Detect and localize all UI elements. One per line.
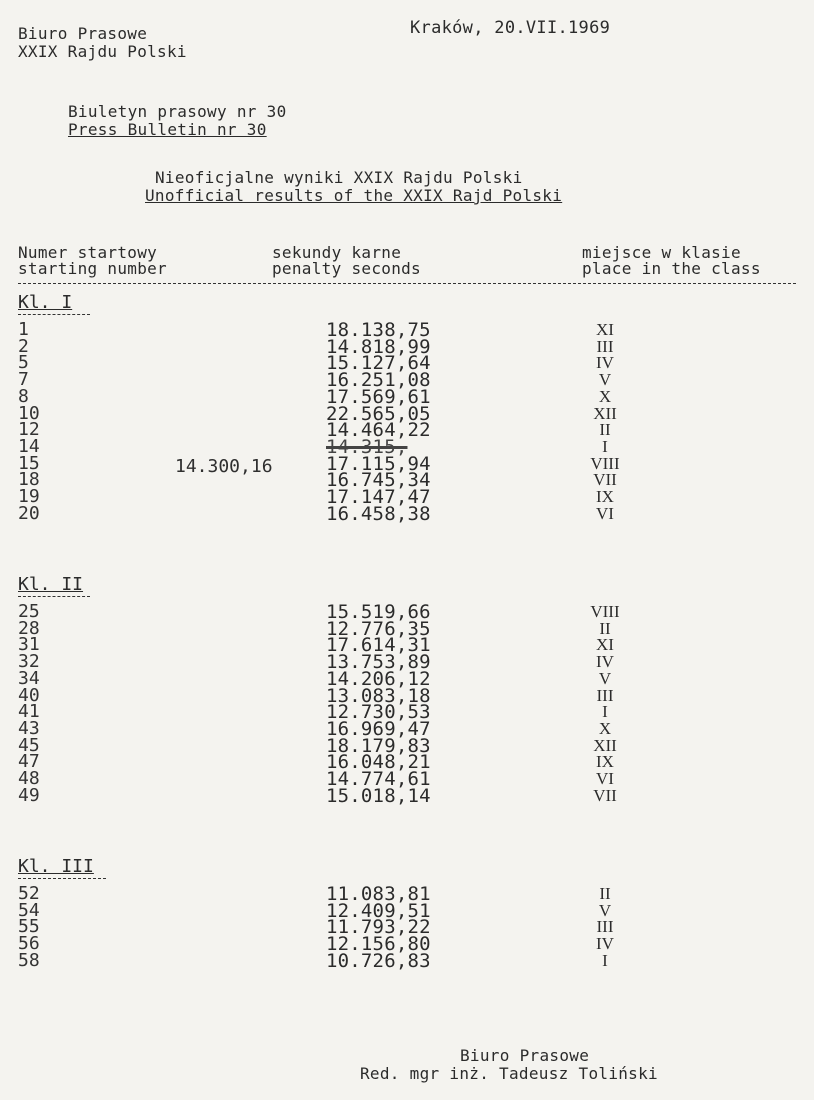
class-underline xyxy=(18,878,106,879)
row-class-place: II xyxy=(599,618,611,638)
row-penalty-seconds: 18.179,83 xyxy=(326,734,431,757)
handwritten-correction: 14.300,16 xyxy=(175,456,273,477)
row-starting-number: 40 xyxy=(18,684,40,706)
row-class-place: VII xyxy=(593,785,617,805)
row-class-place: VII xyxy=(593,470,617,490)
row-class-place: VIII xyxy=(590,602,620,621)
row-penalty-seconds: 11.793,22 xyxy=(326,916,431,939)
row-starting-number: 10 xyxy=(18,402,40,424)
row-penalty-seconds: 17.115,94 xyxy=(326,452,431,475)
row-penalty-seconds: 16.969,47 xyxy=(326,717,431,740)
row-starting-number: 7 xyxy=(18,369,29,391)
col-header-penalty-en: penalty seconds xyxy=(272,259,421,278)
document-title-en: Unofficial results of the XXIX Rajd Polski xyxy=(145,186,563,205)
row-class-place: XI xyxy=(596,635,614,655)
office-subtitle: XXIX Rajdu Polski xyxy=(18,42,187,61)
row-starting-number: 14 xyxy=(18,435,40,457)
office-name: Biuro Prasowe xyxy=(18,24,148,43)
row-penalty-seconds: 17.569,61 xyxy=(326,385,431,408)
class-underline xyxy=(18,596,90,597)
row-penalty-seconds: 16.048,21 xyxy=(326,751,431,774)
row-class-place: XII xyxy=(593,735,617,755)
class-label: Kl. I xyxy=(18,292,73,313)
row-starting-number: 56 xyxy=(18,933,40,955)
row-penalty-seconds: 15.519,66 xyxy=(326,601,431,623)
row-starting-number: 45 xyxy=(18,734,40,756)
row-class-place: V xyxy=(598,668,612,688)
row-penalty-seconds: 15.018,14 xyxy=(326,784,431,807)
row-starting-number: 31 xyxy=(18,634,40,656)
col-header-number-en: starting number xyxy=(18,259,167,278)
row-starting-number: 2 xyxy=(18,335,29,357)
col-header-place-en: place in the class xyxy=(582,259,761,278)
row-penalty-seconds: 16.251,08 xyxy=(326,369,431,392)
bulletin-title-pl: Biuletyn prasowy nr 30 xyxy=(68,102,287,121)
row-class-place: V xyxy=(598,370,612,390)
row-starting-number: 43 xyxy=(18,717,40,739)
row-class-place: IV xyxy=(596,934,614,954)
row-class-place: I xyxy=(602,436,608,456)
row-penalty-seconds: 12.409,51 xyxy=(326,899,431,922)
row-starting-number: 8 xyxy=(18,385,29,407)
row-starting-number: 49 xyxy=(18,784,40,806)
row-starting-number: 58 xyxy=(18,949,40,971)
row-starting-number: 1 xyxy=(18,319,29,340)
row-class-place: III xyxy=(596,336,614,356)
row-penalty-seconds: 12.156,80 xyxy=(326,933,431,956)
row-penalty-seconds: 17.614,31 xyxy=(326,634,431,657)
document-title-pl: Nieoficjalne wyniki XXIX Rajdu Polski xyxy=(155,168,523,187)
row-class-place: III xyxy=(596,917,614,937)
row-starting-number: 52 xyxy=(18,883,40,904)
row-starting-number: 19 xyxy=(18,486,40,507)
row-starting-number: 47 xyxy=(18,751,40,773)
row-class-place: IX xyxy=(596,752,614,772)
row-penalty-seconds: 13.753,89 xyxy=(326,651,431,674)
row-class-place: VIII xyxy=(590,453,620,473)
row-penalty-seconds: 10.726,83 xyxy=(326,949,431,972)
class-label: Kl. II xyxy=(18,574,84,595)
row-penalty-seconds: 14.818,99 xyxy=(326,335,431,358)
row-class-place: X xyxy=(598,718,612,738)
row-penalty-seconds: 18.138,75 xyxy=(326,319,431,341)
row-starting-number: 5 xyxy=(18,352,29,374)
row-starting-number: 20 xyxy=(18,502,40,524)
row-class-place: X xyxy=(598,386,612,406)
row-starting-number: 28 xyxy=(18,617,40,639)
row-penalty-seconds: 14.315, xyxy=(326,435,408,458)
row-starting-number: 48 xyxy=(18,768,40,789)
row-class-place: I xyxy=(602,702,608,722)
row-class-place: II xyxy=(599,420,611,440)
col-header-place-pl: miejsce w klasie xyxy=(582,243,741,262)
row-class-place: VI xyxy=(596,503,614,523)
row-penalty-seconds: 12.730,53 xyxy=(326,701,431,724)
row-penalty-seconds: 17.147,47 xyxy=(326,486,431,508)
row-starting-number: 25 xyxy=(18,601,40,622)
row-penalty-seconds: 14.774,61 xyxy=(326,768,431,790)
class-label: Kl. III xyxy=(18,856,94,877)
row-starting-number: 12 xyxy=(18,419,40,441)
row-class-place: III xyxy=(596,685,614,705)
row-class-place: IV xyxy=(596,652,614,672)
row-class-place: IX xyxy=(596,487,614,506)
row-penalty-seconds: 14.464,22 xyxy=(326,419,431,442)
row-starting-number: 41 xyxy=(18,701,40,723)
row-class-place: XI xyxy=(596,320,614,339)
row-starting-number: 34 xyxy=(18,667,40,689)
row-class-place: II xyxy=(599,884,611,903)
row-starting-number: 32 xyxy=(18,651,40,673)
row-penalty-seconds: 14.206,12 xyxy=(326,667,431,690)
bulletin-title-en: Press Bulletin nr 30 xyxy=(68,120,267,139)
row-class-place: IV xyxy=(596,353,614,373)
place-date: Kraków, 20.VII.1969 xyxy=(410,18,611,38)
row-penalty-seconds: 22.565,05 xyxy=(326,402,431,425)
row-penalty-seconds: 12.776,35 xyxy=(326,617,431,640)
row-class-place: XII xyxy=(593,403,617,423)
row-starting-number: 18 xyxy=(18,469,40,491)
footer-office: Biuro Prasowe xyxy=(460,1046,590,1065)
row-penalty-seconds: 13.083,18 xyxy=(326,684,431,707)
row-starting-number: 55 xyxy=(18,916,40,938)
col-header-penalty-pl: sekundy karne xyxy=(272,243,402,262)
row-penalty-seconds: 16.745,34 xyxy=(326,469,431,492)
row-starting-number: 54 xyxy=(18,899,40,921)
row-class-place: I xyxy=(602,950,608,970)
row-penalty-seconds: 11.083,81 xyxy=(326,883,431,905)
row-class-place: VI xyxy=(596,769,614,788)
row-penalty-seconds: 16.458,38 xyxy=(326,502,431,525)
row-starting-number: 15 xyxy=(18,452,40,474)
col-header-number-pl: Numer startowy xyxy=(18,243,158,262)
class-underline xyxy=(18,314,90,315)
footer-signature: Red. mgr inż. Tadeusz Toliński xyxy=(360,1064,658,1083)
row-class-place: V xyxy=(598,900,612,920)
row-penalty-seconds: 15.127,64 xyxy=(326,352,431,375)
header-divider xyxy=(18,283,796,284)
